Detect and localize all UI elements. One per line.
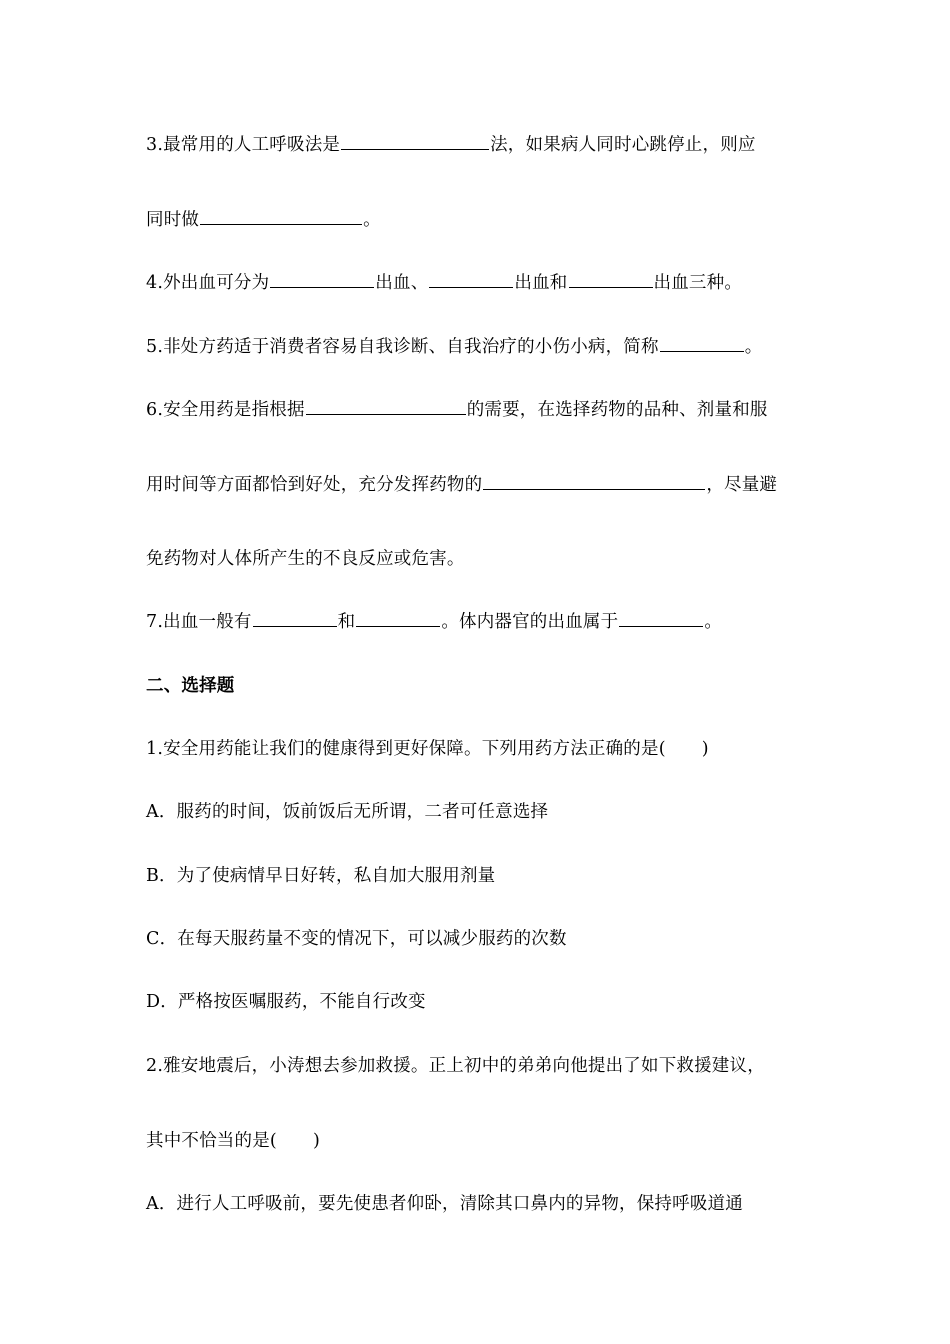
fill-question-3-line-1 [146, 132, 756, 157]
q3-text-3: 同时做 [146, 210, 200, 230]
q4-blank-1[interactable] [270, 270, 374, 288]
q7-blank-1[interactable] [253, 609, 337, 627]
q4-blank-2[interactable] [429, 270, 513, 288]
q6-text-1: 6.安全用药是指根据 [146, 400, 305, 420]
q3-text-4: 。 [363, 210, 381, 230]
q7-text-2: 和 [337, 612, 356, 632]
section-heading-choice: 二、选择题 [146, 676, 235, 696]
choice-question-1-option-a: A．服药的时间，饭前饭后无所谓，二者可任意选择 [146, 802, 549, 822]
fill-question-6-line-3 [146, 547, 465, 571]
q7-text-1: 7.出血一般有 [146, 612, 252, 632]
mc-q1-stem-end: ) [701, 739, 709, 759]
mc-q2-stem-end: ) [312, 1131, 320, 1151]
choice-question-2-stem-line-2 [146, 1129, 320, 1153]
q4-text-3: 出血和 [514, 273, 568, 293]
fill-question-3-line-2 [146, 207, 381, 232]
q7-text-3: 。体内器官的出血属于 [441, 612, 619, 632]
q3-text-2: 法，如果病人同时心跳停止，则应 [490, 135, 756, 155]
q7-blank-3[interactable] [619, 609, 703, 627]
q7-blank-2[interactable] [356, 609, 440, 627]
fill-question-6-line-1 [146, 397, 768, 422]
q4-text-2: 出血、 [375, 273, 429, 293]
choice-question-2-option-a: A．进行人工呼吸前，要先使患者仰卧，清除其口鼻内的异物，保持呼吸道通 [146, 1194, 743, 1214]
q4-text-1: 4.外出血可分为 [146, 273, 270, 293]
q6-text-2: 的需要，在选择药物的品种、剂量和服 [466, 400, 768, 420]
choice-question-1-option-c: C．在每天服药量不变的情况下，可以减少服药的次数 [146, 929, 567, 949]
choice-question-2-stem-line-1: 2.雅安地震后，小涛想去参加救援。正上初中的弟弟向他提出了如下救援建议， [146, 1056, 765, 1076]
q4-blank-3[interactable] [569, 270, 653, 288]
mc-q1-stem: 1.安全用药能让我们的健康得到更好保障。下列用药方法正确的是( [146, 739, 666, 759]
fill-question-7 [146, 609, 722, 634]
q5-blank-1[interactable] [660, 334, 744, 352]
choice-question-1-option-d: D．严格按医嘱服药，不能自行改变 [146, 992, 426, 1012]
q6-text-3: 用时间等方面都恰到好处，充分发挥药物的 [146, 475, 483, 495]
choice-question-1-stem [146, 737, 709, 761]
fill-question-6-line-2 [146, 472, 777, 497]
fill-question-4 [146, 270, 742, 295]
q6-text-4: ，尽量避 [706, 475, 778, 495]
fill-question-5 [146, 334, 762, 359]
q3-blank-1[interactable] [341, 132, 489, 150]
choice-question-1-option-b: B．为了使病情早日好转，私自加大服用剂量 [146, 866, 496, 886]
q3-blank-2[interactable] [200, 207, 362, 225]
q5-text-2: 。 [744, 337, 763, 357]
q6-text-5: 免药物对人体所产生的不良反应或危害。 [146, 549, 465, 569]
q7-text-4: 。 [704, 612, 723, 632]
q6-blank-1[interactable] [306, 397, 466, 415]
q5-text-1: 5.非处方药适于消费者容易自我诊断、自我治疗的小伤小病，简称 [146, 337, 659, 357]
q6-blank-2[interactable] [483, 472, 705, 490]
q3-text-1: 3.最常用的人工呼吸法是 [146, 135, 341, 155]
mc-q2-stem: 其中不恰当的是( [146, 1131, 277, 1151]
q4-text-4: 出血三种。 [653, 273, 743, 293]
